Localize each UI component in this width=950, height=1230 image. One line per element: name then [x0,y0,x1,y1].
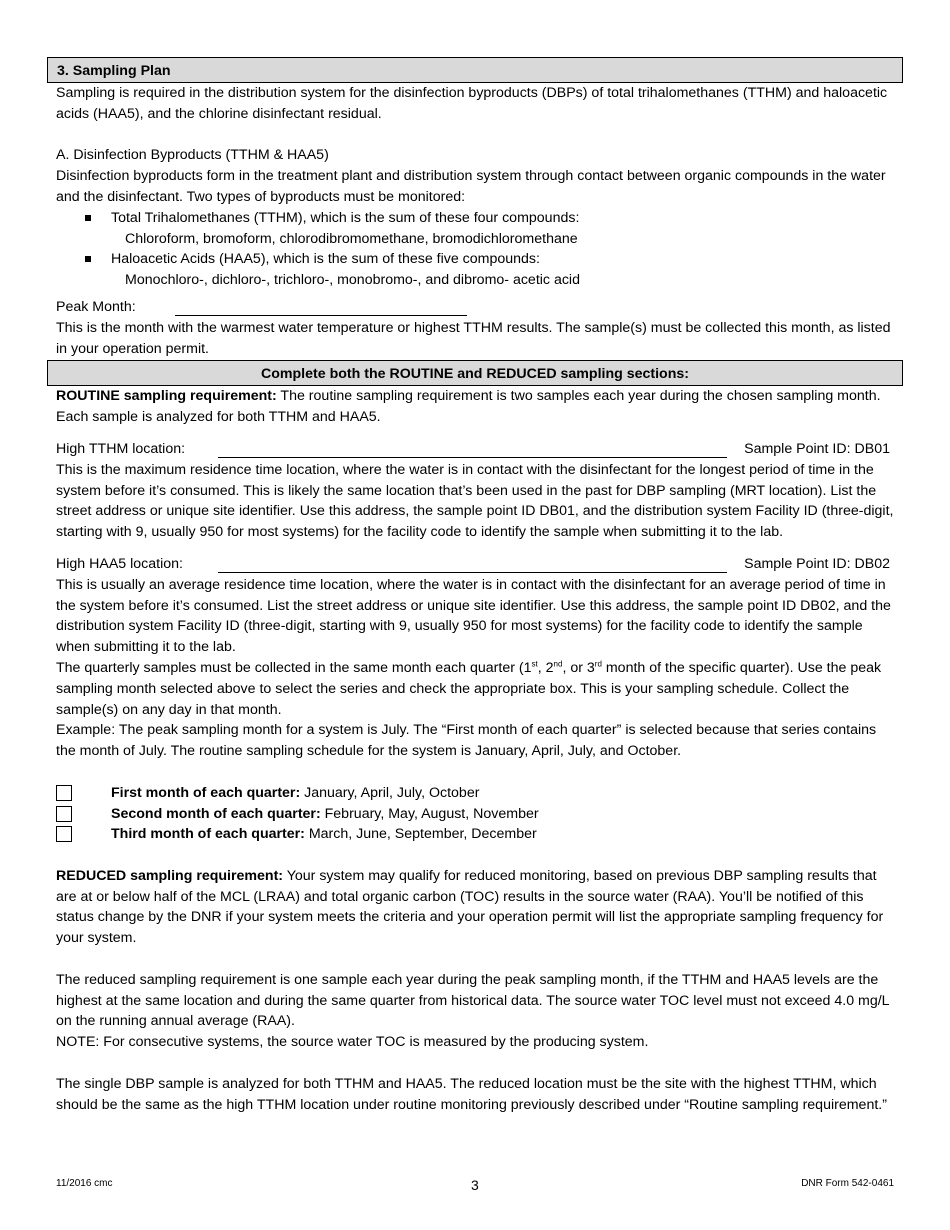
peak-month-field[interactable] [175,297,467,316]
square-bullet-icon [85,215,91,221]
tthm-sample-point-id: Sample Point ID: DB01 [744,440,890,457]
consecutive-note: NOTE: For consecutive systems, the source water TOC is measured by the producing system. [56,1034,649,1051]
page-footer [56,1177,894,1193]
tthm-compounds: Chloroform, bromoform, chlorodibromomethane, bromodichloromethane [125,230,578,247]
list-item: Haloacetic Acids (HAA5), which is the sum of these five compounds: [47,249,903,270]
tthm-location-field[interactable] [218,439,727,458]
haa5-location-description: This is usually an average residence time location, where the water is in contact with the disinfectant for an average period of time in the system before it’s consumed. List the street address or unique site identifier. Use this address, the sample point ID DB02, and the distribution system Facility ID (three-digit, starting with 9, usually 950 for most systems) for the facility code to identify the sample when submitting it to the lab. [56,576,891,656]
haa5-location-row [47,554,903,575]
haa5-compounds: Monochloro-, dichloro-, trichloro-, monobromo-, and dibromo- acetic acid [125,272,580,289]
peak-month-label: Peak Month: [56,298,136,315]
haa5-location-field[interactable] [218,554,727,573]
intro-paragraph: Sampling is required in the distribution system for the disinfection byproducts (DBPs) of total trihalomethanes (TTHM) and haloacetic acids (HAA5), and the chlorine disinfectant residual. [56,85,888,122]
complete-sections-header: Complete both the ROUTINE and REDUCED sampling sections: [47,360,903,386]
footer-date: 11/2016 cmc [56,1178,113,1189]
haa5-sample-point-id: Sample Point ID: DB02 [744,555,890,572]
reduced-requirement: REDUCED sampling requirement: Your system may qualify for reduced monitoring, based on previous DBP sampling results that are at or below half of the MCL (LRAA) and total organic carbon (TOC) results in the source water (RAA). You’ll be notified of this status change by the DNR if your system meets the criteria and your operation permit will list the appropriate sampling frequency for your system. [56,867,884,947]
tthm-location-label: High TTHM location: [56,440,186,457]
page-number: 3 [471,1177,479,1193]
peak-month-row [47,297,903,318]
third-month-checkbox[interactable] [56,826,72,842]
form-page [47,57,903,1115]
peak-month-description: This is the month with the warmest water temperature or highest TTHM results. The sample(s) must be collected this month, as listed in your operation permit. [56,319,891,357]
reduced-paragraph-3: The single DBP sample is analyzed for both TTHM and HAA5. The reduced location must be the site with the highest TTHM, which should be the same as the high TTHM location under routine monitoring previously described under “Routine sampling requirement.” [56,1075,887,1113]
routine-requirement: ROUTINE sampling requirement: The routine sampling requirement is two samples each year during the chosen sampling month. Each sample is analyzed for both TTHM and HAA5. [56,388,881,426]
square-bullet-icon [85,256,91,262]
first-month-checkbox[interactable] [56,785,72,801]
haa5-location-label: High HAA5 location: [56,555,183,572]
reduced-paragraph-2: The reduced sampling requirement is one sample each year during the peak sampling month, if the TTHM and HAA5 levels are the highest at the same location and during the same quarter from historical data. The source water TOC level must not exceed 4.0 mg/L on the running annual average (RAA). [56,971,890,1030]
dbp-heading: A. Disinfection Byproducts (TTHM & HAA5) [56,147,329,164]
quarterly-instructions: The quarterly samples must be collected in the same month each quarter (1st, 2nd, or 3rd month of the specific quarter). Use the peak sampling month selected above to select the series and check the appropriate box. This is your sampling schedule. Collect the sample(s) on any day in that month. [56,659,882,718]
tthm-location-row [47,439,903,460]
dbp-intro: Disinfection byproducts form in the treatment plant and distribution system through contact between organic compounds in the water and the disinfectant. Two types of byproducts must be monitored: [56,168,886,205]
section-title: 3. Sampling Plan [47,57,903,83]
option-second-month: Second month of each quarter: February, May, August, November [47,804,903,825]
option-third-month: Third month of each quarter: March, June, September, December [47,824,903,845]
tthm-location-description: This is the maximum residence time location, where the water is in contact with the disinfectant for the longest period of time in the system before it’s consumed. This is likely the same location that’s been used in the past for DBP sampling (MRT location). List the street address or unique site identifier. Use this address, the sample point ID DB01, and the distribution system Facility ID (three-digit, starting with 9, usually 950 for most systems) for the facility code to identify the sample when submitting it to the lab. [56,461,894,541]
list-item: Total Trihalomethanes (TTHM), which is the sum of these four compounds: [47,208,903,229]
second-month-checkbox[interactable] [56,806,72,822]
example-paragraph: Example: The peak sampling month for a system is July. The “First month of each quarter” is selected because that series contains the month of July. The routine sampling schedule for the system is January, April, July, and October. [56,722,877,760]
option-first-month: First month of each quarter: January, April, July, October [47,783,903,804]
form-number: DNR Form 542-0461 [801,1178,894,1189]
byproduct-list [47,208,903,229]
